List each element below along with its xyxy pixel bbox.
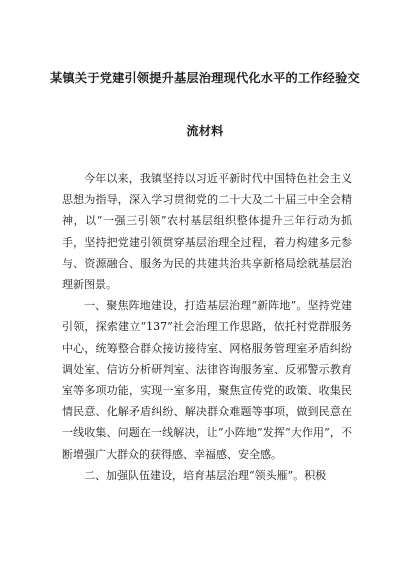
paragraph-intro: 今年以来，我镇坚持以习近平新时代中国特色社会主义思想为指导，深入学习贯彻党的二十大及二十届三中全会精神，以“一强三引领”农村基层组织整体提升三年行动为抓手，坚持把党建引领贯穿基层治理全过程，着力构建多元参与、资源融合、服务为民的共建共治共享新格局绘就基层治理新图景。 xyxy=(62,172,352,292)
paragraph-section-2: 二、加强队伍建设，培育基层治理“领头雁”。积极 xyxy=(84,468,327,482)
paragraph-section-1: 一、聚焦阵地建设，打造基层治理“新阵地”。坚持党建引领，探索建立“137”社会治理工作思路，依托村党群服务中心，统筹整合群众接访接待室、网格服务管理室矛盾纠纷调处室、信访分析研判室、法律咨询服务室、反邪警示教育室等多项功能，实现一室多用，聚焦宣传党的政策、收集民情民意、化解矛盾纠纷、解决群众难题等事项，做到民意在一线收集、问题在一线解决，让“小阵地”发挥“大作用”，不断增强广大群众的获得感、幸福感、安全感。 xyxy=(62,299,352,461)
document-body xyxy=(62,168,352,486)
document-title-line-1: 某镇关于党建引领提升基层治理现代化水平的工作经验交 xyxy=(50,71,360,85)
document-title-line-2: 流材料 xyxy=(186,124,224,138)
